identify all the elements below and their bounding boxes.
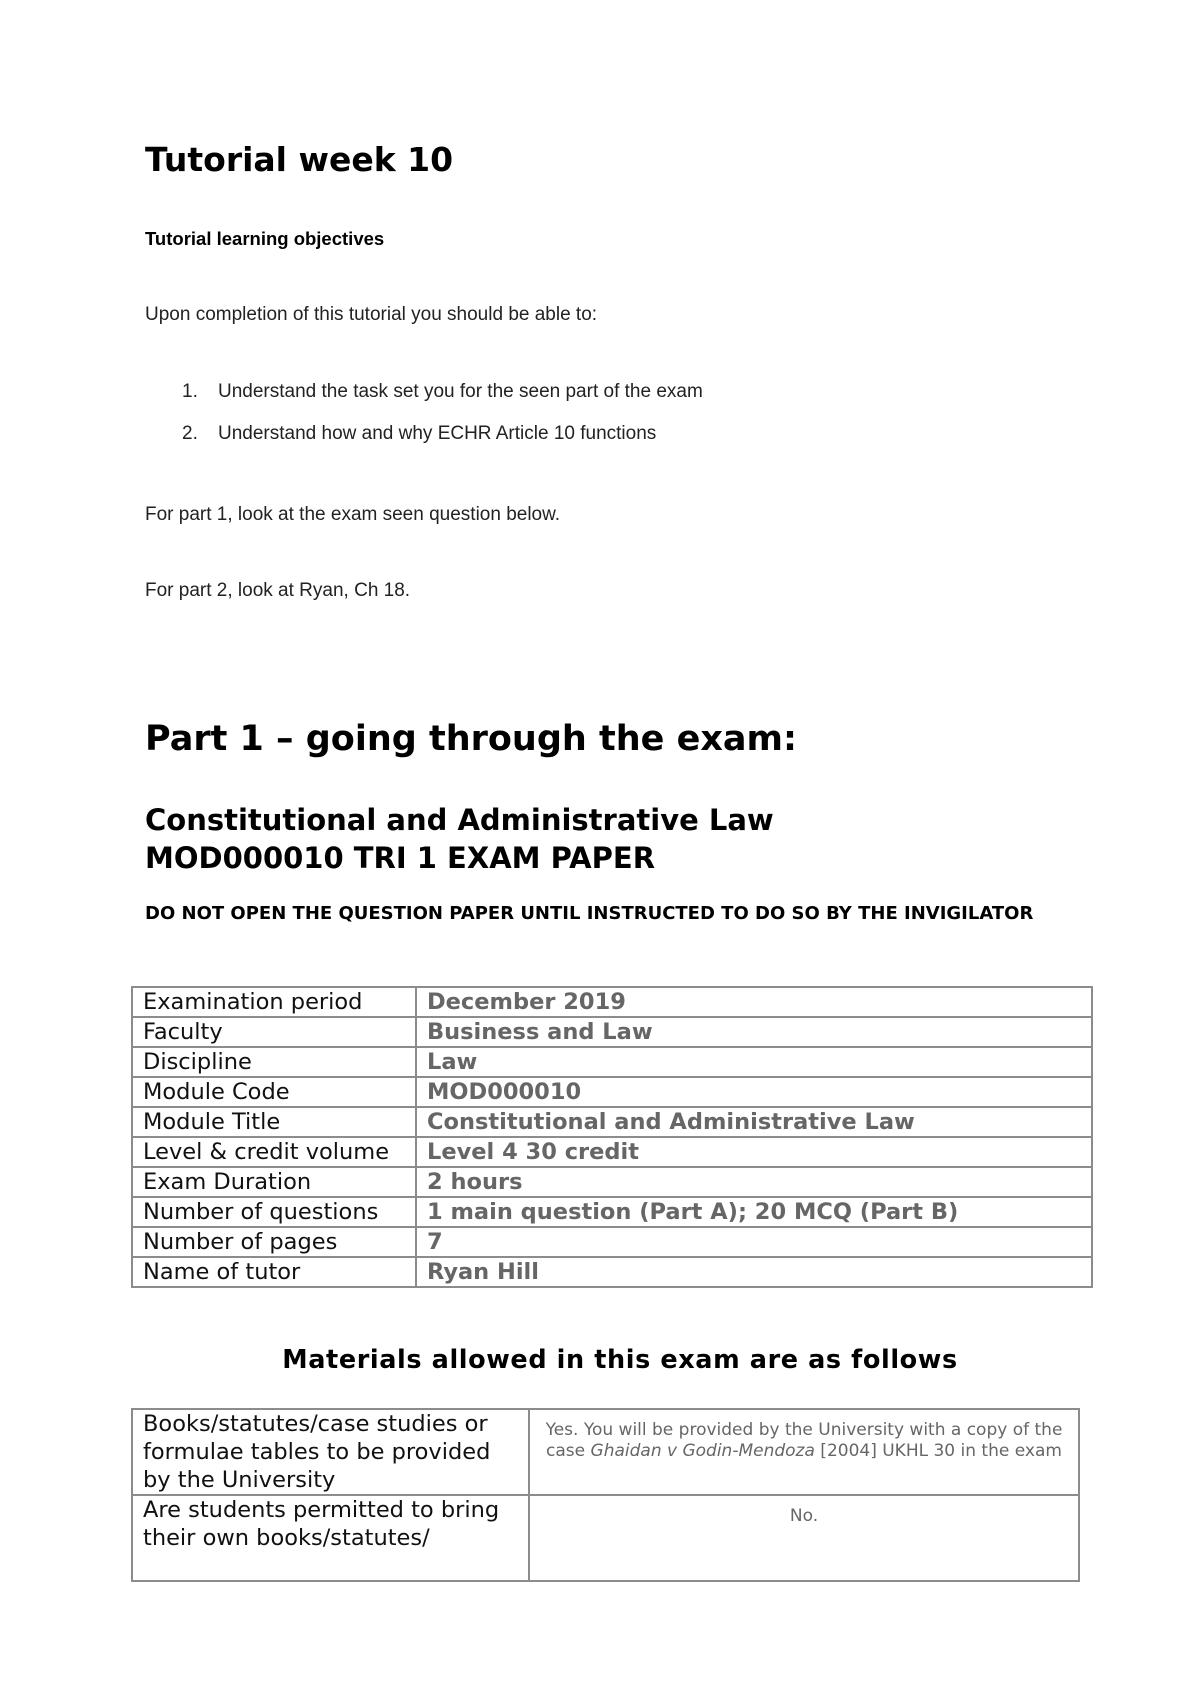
objectives-heading: Tutorial learning objectives [145, 228, 385, 249]
materials-table [131, 1408, 1080, 1582]
materials-answer [529, 1409, 1079, 1495]
table-cell-label: Name of tutor [132, 1257, 416, 1287]
table-cell-label: Level & credit volume [132, 1137, 416, 1167]
table-cell-label: Examination period [132, 987, 416, 1017]
page-title: Tutorial week 10 [145, 140, 454, 179]
list-item [145, 379, 1045, 421]
course-heading [145, 801, 1045, 877]
table-cell-value: Constitutional and Administrative Law [416, 1107, 1092, 1137]
materials-question: Books/statutes/case studies or formulae tables to be provided by the University [132, 1409, 529, 1495]
table-row [132, 1077, 1092, 1107]
list-item [145, 421, 1045, 463]
invigilator-warning: DO NOT OPEN THE QUESTION PAPER UNTIL INSTRUCTED TO DO SO BY THE INVIGILATOR [145, 903, 1034, 924]
part1-note: For part 1, look at the exam seen question below. [145, 504, 561, 525]
course-title: Constitutional and Administrative Law [145, 803, 774, 837]
list-number: 2. [182, 423, 198, 444]
answer-text: [2004] UKHL 30 in the exam [814, 1441, 1062, 1461]
table-row [132, 1137, 1092, 1167]
table-cell-label: Module Code [132, 1077, 416, 1107]
table-cell-value: Level 4 30 credit [416, 1137, 1092, 1167]
list-item-text: Understand the task set you for the seen part of the exam [218, 381, 703, 402]
table-cell-label: Number of questions [132, 1197, 416, 1227]
list-number: 1. [182, 381, 198, 402]
table-cell-value: 7 [416, 1227, 1092, 1257]
materials-answer: No. [529, 1495, 1079, 1581]
table-row [132, 1227, 1092, 1257]
table-row [132, 1495, 1079, 1581]
table-cell-value: 1 main question (Part A); 20 MCQ (Part B) [416, 1197, 1092, 1227]
objectives-list [145, 379, 1045, 463]
table-row [132, 1017, 1092, 1047]
intro-text: Upon completion of this tutorial you should be able to: [145, 304, 598, 325]
exam-paper-code: MOD000010 TRI 1 EXAM PAPER [145, 841, 656, 875]
table-cell-value: Law [416, 1047, 1092, 1077]
table-cell-label: Module Title [132, 1107, 416, 1137]
exam-info-table [131, 986, 1093, 1288]
case-name: Ghaidan v Godin-Mendoza [590, 1441, 815, 1461]
table-cell-value: Ryan Hill [416, 1257, 1092, 1287]
table-cell-label: Faculty [132, 1017, 416, 1047]
table-row [132, 1409, 1079, 1495]
table-row [132, 1197, 1092, 1227]
table-cell-value: 2 hours [416, 1167, 1092, 1197]
table-row [132, 1047, 1092, 1077]
table-row [132, 1257, 1092, 1287]
materials-question: Are students permitted to bring their own books/statutes/ [132, 1495, 529, 1581]
table-row [132, 1167, 1092, 1197]
part2-note: For part 2, look at Ryan, Ch 18. [145, 580, 411, 601]
table-cell-value: December 2019 [416, 987, 1092, 1017]
table-cell-value: Business and Law [416, 1017, 1092, 1047]
table-cell-label: Exam Duration [132, 1167, 416, 1197]
list-item-text: Understand how and why ECHR Article 10 functions [218, 423, 657, 444]
materials-heading: Materials allowed in this exam are as follows [282, 1345, 958, 1375]
table-row [132, 1107, 1092, 1137]
table-row [132, 987, 1092, 1017]
answer-text: Yes. You will be provided by the University with a copy of the case [545, 1420, 1063, 1461]
section-heading: Part 1 – going through the exam: [145, 719, 797, 759]
table-cell-label: Number of pages [132, 1227, 416, 1257]
table-cell-value: MOD000010 [416, 1077, 1092, 1107]
table-cell-label: Discipline [132, 1047, 416, 1077]
